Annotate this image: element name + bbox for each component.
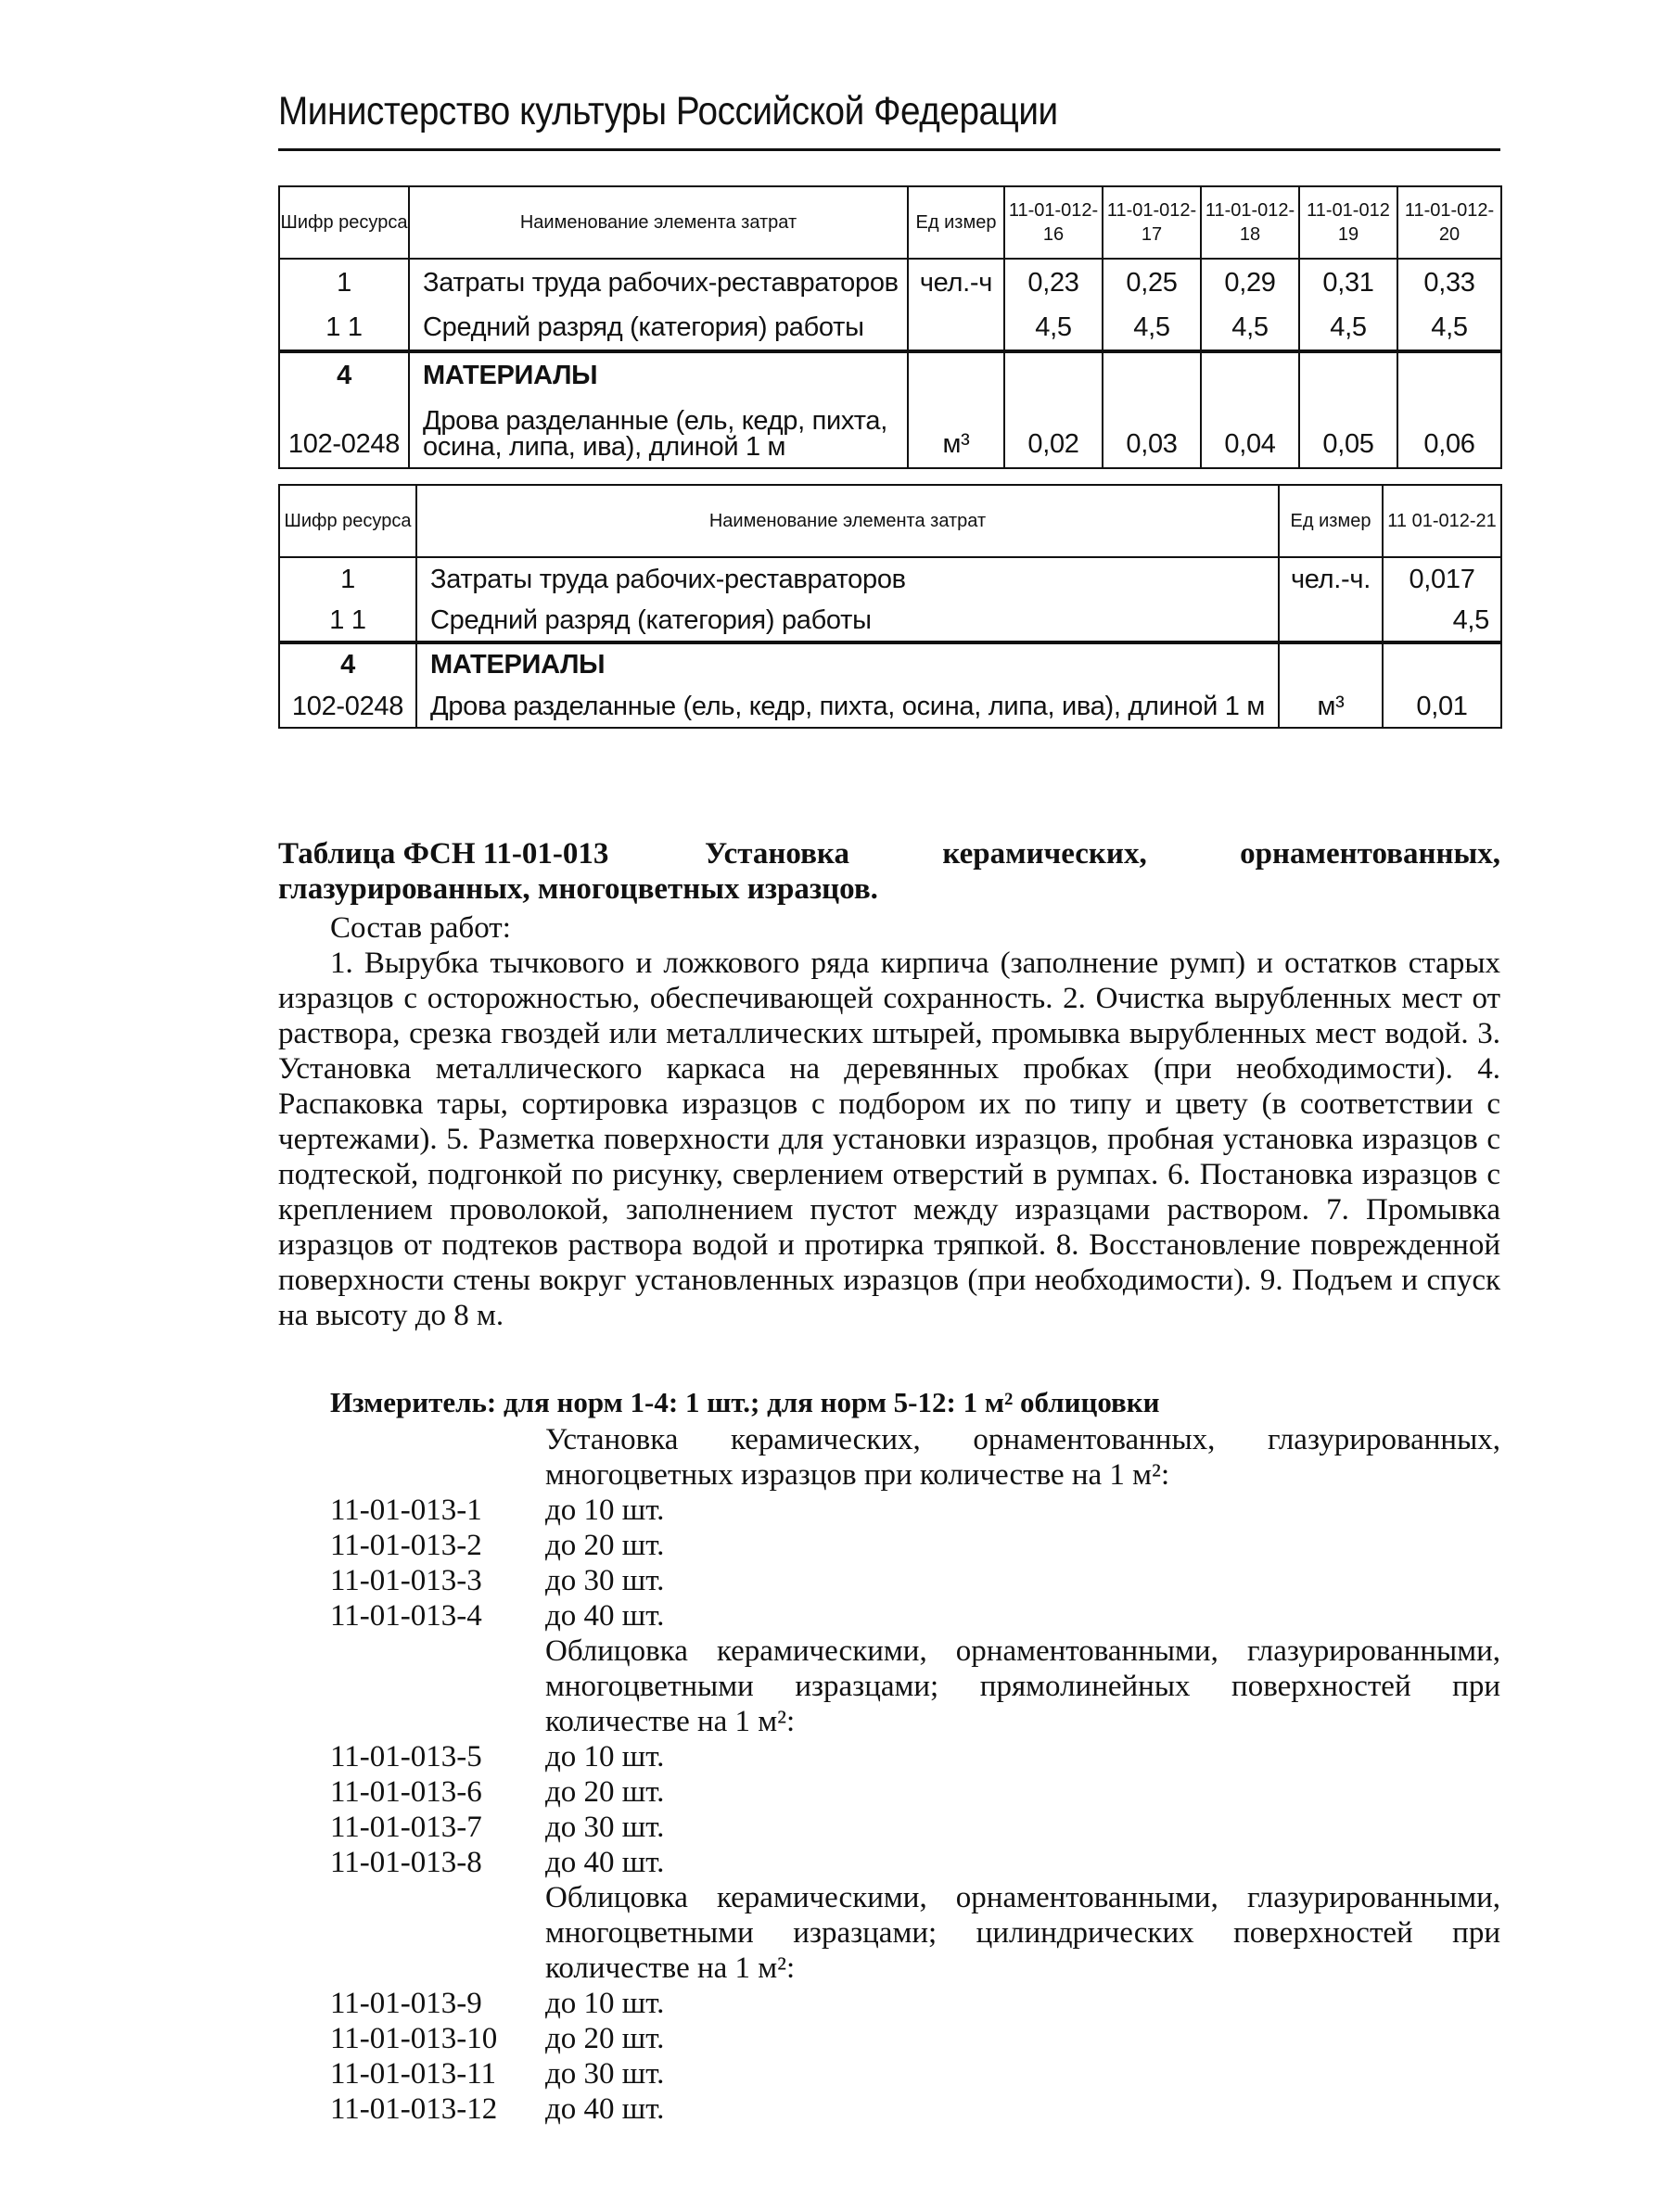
norm-item	[278, 1528, 1500, 1563]
row-value: 0,01	[1383, 685, 1501, 728]
row-value	[1383, 642, 1501, 685]
norm-item	[278, 1493, 1500, 1528]
header-col: 11-01-012-20	[1397, 186, 1501, 259]
norm-text: до 40 шт.	[545, 1599, 665, 1633]
row-value: 0,23	[1004, 259, 1103, 305]
norm-text: до 30 шт.	[545, 2057, 665, 2091]
norm-text: до 20 шт.	[545, 1529, 665, 1562]
table-row	[279, 557, 1501, 600]
row-name: МАТЕРИАЛЫ	[416, 642, 1279, 685]
table-row	[279, 685, 1501, 728]
norm-code: 11-01-013-8	[330, 1846, 482, 1879]
table-title-text: Установка керамических, орнаментованных, глазурированных, многоцветных изразцов.	[278, 837, 1500, 906]
row-value	[1201, 351, 1299, 398]
norm-code: 11-01-013-3	[330, 1564, 482, 1597]
header-unit: Ед измер	[908, 186, 1004, 259]
header-unit: Ед измер	[1279, 485, 1383, 557]
row-code: 102-0248	[279, 685, 416, 728]
table-number: Таблица ФСН 11-01-013	[278, 837, 609, 871]
norm-text: до 10 шт.	[545, 1494, 665, 1527]
header-col: 11 01-012-21	[1383, 485, 1501, 557]
table-row	[279, 600, 1501, 642]
header-name: Наименование элемента затрат	[409, 186, 908, 259]
norm-item	[278, 2056, 1500, 2091]
row-unit	[1279, 600, 1383, 642]
row-name: Средний разряд (категория) работы	[416, 600, 1279, 642]
running-header: Министерство культуры Российской Федерации	[278, 89, 1058, 133]
composition-text: 1. Вырубка тычкового и ложкового ряда кирпича (заполнение румп) и остатков старых изразцов с осторожностью, обеспечивающей сохранность. 2. Очистка вырубленных мест от раствора, срезка гвоздей или металлических штырей, промывка вырубленных мест водой. 3. Установка металлического каркаса на деревянных пробках (при необходимости). 4. Распаковка тары, сортировка изразцов с подбором их по типу и цвету (в соответствии с чертежами). 5. Разметка поверхности для установки изразцов, пробная установка изразцов с подтеской, подгонкой по рисунку, сверлением отверстий в румпах. 6. Постановка изразцов с креплением проволокой, заполнением пустот между изразцами раствором. 7. Промывка изразцов от подтеков раствора водой и протирка тряпкой. 8. Восстановление поврежденной поверхности стены вокруг установленных изразцов (при необходимости). 9. Подъем и спуск на высоту до 8 м.	[278, 947, 1500, 1332]
norm-item	[278, 1986, 1500, 2021]
row-value	[1397, 351, 1501, 398]
norm-text: до 40 шт.	[545, 1846, 665, 1879]
row-name: Дрова разделанные (ель, кедр, пихта, осина, липа, ива), длиной 1 м	[416, 685, 1279, 728]
norm-text: до 20 шт.	[545, 1775, 665, 1809]
row-value: 4,5	[1201, 305, 1299, 351]
row-value: 4,5	[1103, 305, 1201, 351]
row-value: 4,5	[1397, 305, 1501, 351]
row-name: Затраты труда рабочих-реставраторов	[409, 259, 908, 305]
row-value: 0,04	[1201, 398, 1299, 468]
row-code: 4	[279, 642, 416, 685]
norm-item	[278, 1563, 1500, 1598]
norm-text: до 10 шт.	[545, 1740, 665, 1773]
row-code: 1	[279, 259, 409, 305]
row-name: Средний разряд (категория) работы	[409, 305, 908, 351]
row-value: 0,06	[1397, 398, 1501, 468]
row-code: 1 1	[279, 305, 409, 351]
row-value: 0,05	[1299, 398, 1397, 468]
group-title: Установка керамических, орнаментованных, глазурированных, многоцветных изразцов при количестве на 1 м²:	[545, 1423, 1500, 1492]
norm-item	[278, 1774, 1500, 1810]
row-unit	[1279, 642, 1383, 685]
row-code: 4	[279, 351, 409, 398]
header-col: 11-01-012-17	[1103, 186, 1201, 259]
header-col: 11-01-012 19	[1299, 186, 1397, 259]
norm-text: до 20 шт.	[545, 2022, 665, 2055]
norm-text: до 30 шт.	[545, 1811, 665, 1844]
header-code: Шифр ресурса	[279, 485, 416, 557]
row-value	[1299, 351, 1397, 398]
row-value: 4,5	[1383, 600, 1501, 642]
norm-code: 11-01-013-10	[330, 2022, 498, 2055]
norms-table-012-16-20	[278, 185, 1502, 469]
table-row	[279, 351, 1501, 398]
norm-list	[278, 1422, 1500, 2127]
norm-code: 11-01-013-1	[330, 1494, 482, 1527]
row-value: 0,017	[1383, 557, 1501, 600]
norm-text: до 30 шт.	[545, 1564, 665, 1597]
row-code: 1 1	[279, 600, 416, 642]
row-value: 4,5	[1004, 305, 1103, 351]
norm-code: 11-01-013-11	[330, 2057, 497, 2091]
norm-item	[278, 1810, 1500, 1845]
row-value: 4,5	[1299, 305, 1397, 351]
norm-item	[278, 2091, 1500, 2127]
norm-code: 11-01-013-5	[330, 1740, 482, 1773]
norm-code: 11-01-013-7	[330, 1811, 482, 1844]
row-value	[1103, 351, 1201, 398]
norm-item	[278, 1845, 1500, 1880]
row-unit	[908, 305, 1004, 351]
header-name: Наименование элемента затрат	[416, 485, 1279, 557]
table-row	[279, 305, 1501, 351]
row-value	[1004, 351, 1103, 398]
header-col: 11-01-012-16	[1004, 186, 1103, 259]
header-col: 11-01-012-18	[1201, 186, 1299, 259]
row-value: 0,29	[1201, 259, 1299, 305]
section-title	[278, 836, 1500, 907]
table-row	[279, 259, 1501, 305]
norm-text: до 40 шт.	[545, 2092, 665, 2126]
row-name: Затраты труда рабочих-реставраторов	[416, 557, 1279, 600]
group-title: Облицовка керамическими, орнаментованными, глазурированными, многоцветными изразцами; прямолинейных поверхностей при количестве на 1 м²:	[545, 1634, 1500, 1738]
row-name: Дрова разделанные (ель, кедр, пихта, осина, липа, ива), длиной 1 м	[409, 398, 908, 468]
row-code: 1	[279, 557, 416, 600]
norm-code: 11-01-013-6	[330, 1775, 482, 1809]
row-code: 102-0248	[279, 398, 409, 468]
group-title: Облицовка керамическими, орнаментованными, глазурированными, многоцветными изразцами; цилиндрических поверхностей при количестве на 1 м²:	[545, 1881, 1500, 1985]
row-name: МАТЕРИАЛЫ	[409, 351, 908, 398]
table-row	[279, 642, 1501, 685]
norm-code: 11-01-013-4	[330, 1599, 482, 1633]
row-unit: чел.-ч.	[1279, 557, 1383, 600]
row-value: 0,31	[1299, 259, 1397, 305]
table-row	[279, 398, 1501, 468]
norm-text: до 10 шт.	[545, 1987, 665, 2020]
row-unit: м³	[1279, 685, 1383, 728]
row-unit	[908, 351, 1004, 398]
norms-table-012-21	[278, 484, 1502, 729]
header-rule	[278, 148, 1500, 151]
norm-item	[278, 1739, 1500, 1774]
norm-code: 11-01-013-2	[330, 1529, 482, 1562]
meter-line: Измеритель: для норм 1-4: 1 шт.; для норм 5-12: 1 м² облицовки	[330, 1386, 1160, 1418]
row-unit: чел.-ч	[908, 259, 1004, 305]
row-value: 0,33	[1397, 259, 1501, 305]
row-value: 0,03	[1103, 398, 1201, 468]
norm-item	[278, 2021, 1500, 2056]
composition-label: Состав работ:	[330, 911, 511, 945]
document-page	[278, 83, 1502, 2126]
row-value: 0,25	[1103, 259, 1201, 305]
row-unit: м³	[908, 398, 1004, 468]
norm-code: 11-01-013-12	[330, 2092, 498, 2126]
norm-item	[278, 1598, 1500, 1634]
norm-code: 11-01-013-9	[330, 1987, 482, 2020]
row-value: 0,02	[1004, 398, 1103, 468]
header-code: Шифр ресурса	[279, 186, 409, 259]
